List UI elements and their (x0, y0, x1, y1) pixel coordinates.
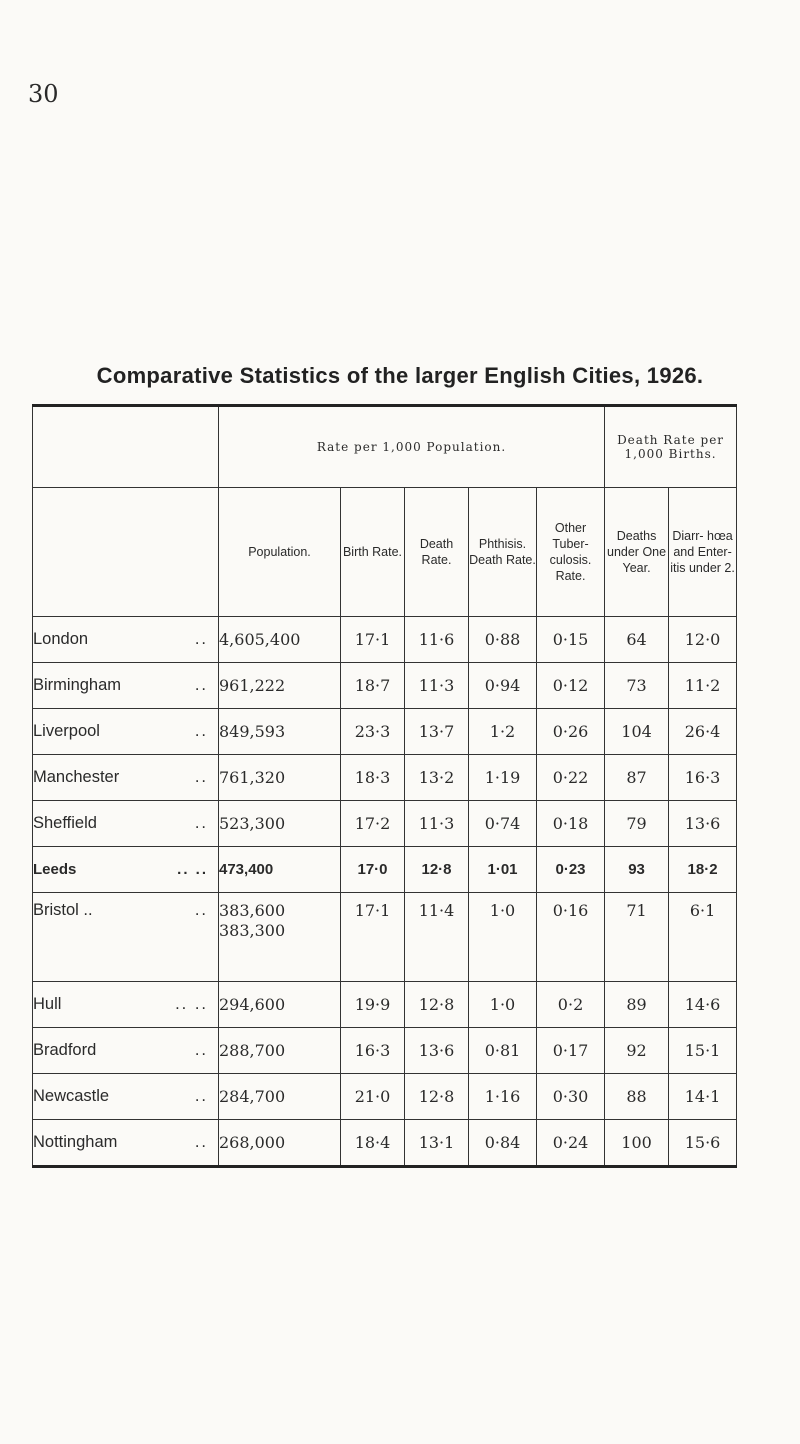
table-row (33, 617, 737, 663)
cell-deaths-under-one: 92 (605, 1028, 669, 1074)
cell-population (219, 663, 341, 709)
population-value: 961,222 (219, 676, 286, 695)
cell-deaths-under-one: 100 (605, 1120, 669, 1167)
cell-city (33, 893, 219, 982)
page-title: Comparative Statistics of the larger English Cities, 1926. (96, 363, 704, 388)
cell-death-rate: 13·7 (405, 709, 469, 755)
leader-dots: .. (194, 901, 208, 919)
city-name: Hull (33, 995, 62, 1013)
table-row (33, 982, 737, 1028)
column-header-death-rate: Death Rate. (405, 488, 469, 617)
cell-diarrhoea: 14·6 (669, 982, 737, 1028)
cell-population (219, 1074, 341, 1120)
column-header-population: Population. (219, 488, 341, 617)
cell-population (219, 1120, 341, 1167)
table-row (33, 1074, 737, 1120)
city-name: Manchester (33, 768, 120, 786)
statistics-table (32, 404, 737, 1168)
cell-phthisis: 0·81 (469, 1028, 537, 1074)
leader-dots: .. (194, 814, 208, 832)
cell-death-rate: 13·6 (405, 1028, 469, 1074)
cell-deaths-under-one: 71 (605, 893, 669, 982)
city-name: Sheffield (33, 814, 97, 832)
cell-diarrhoea: 6·1 (669, 893, 737, 982)
cell-birth-rate: 18·3 (341, 755, 405, 801)
cell-deaths-under-one: 64 (605, 617, 669, 663)
cell-birth-rate: 17·0 (341, 847, 405, 893)
cell-death-rate: 12·8 (405, 1074, 469, 1120)
cell-population (219, 893, 341, 982)
table-body (33, 617, 737, 1167)
cell-phthisis: 1·0 (469, 982, 537, 1028)
cell-population (219, 755, 341, 801)
cell-deaths-under-one: 89 (605, 982, 669, 1028)
cell-phthisis: 1·16 (469, 1074, 537, 1120)
leader-dots: .. (194, 722, 208, 740)
cell-deaths-under-one: 73 (605, 663, 669, 709)
cell-population (219, 709, 341, 755)
group-header-births: Death Rate per 1,000 Births. (605, 406, 737, 488)
cell-other-tuberculosis: 0·18 (537, 801, 605, 847)
cell-birth-rate: 18·7 (341, 663, 405, 709)
cell-population (219, 617, 341, 663)
cell-death-rate: 11·3 (405, 663, 469, 709)
leader-dots: .. (194, 1087, 208, 1105)
city-name: London (33, 630, 89, 648)
cell-birth-rate: 17·1 (341, 617, 405, 663)
leader-dots: .. (194, 768, 208, 786)
city-name: Bristol .. (33, 901, 93, 919)
leader-dots: .. .. (177, 861, 208, 878)
corner-cell (33, 406, 219, 488)
cell-birth-rate: 18·4 (341, 1120, 405, 1167)
column-header-birth-rate: Birth Rate. (341, 488, 405, 617)
cell-deaths-under-one: 93 (605, 847, 669, 893)
cell-death-rate: 12·8 (405, 847, 469, 893)
cell-other-tuberculosis: 0·24 (537, 1120, 605, 1167)
cell-diarrhoea: 12·0 (669, 617, 737, 663)
cell-deaths-under-one: 87 (605, 755, 669, 801)
population-value: 4,605,400 (219, 630, 301, 649)
cell-birth-rate: 17·2 (341, 801, 405, 847)
cell-phthisis: 1·0 (469, 893, 537, 982)
cell-city (33, 755, 219, 801)
cell-population (219, 1028, 341, 1074)
cell-other-tuberculosis: 0·12 (537, 663, 605, 709)
cell-death-rate: 11·4 (405, 893, 469, 982)
cell-birth-rate: 16·3 (341, 1028, 405, 1074)
population-value: 383,600 (219, 901, 286, 920)
cell-other-tuberculosis: 0·23 (537, 847, 605, 893)
table-row (33, 755, 737, 801)
city-name: Leeds (33, 861, 77, 878)
cell-other-tuberculosis: 0·17 (537, 1028, 605, 1074)
column-header-row (33, 488, 737, 617)
cell-death-rate: 11·3 (405, 801, 469, 847)
population-value: 849,593 (219, 722, 286, 741)
page-number: 30 (28, 80, 59, 108)
cell-phthisis: 0·74 (469, 801, 537, 847)
cell-phthisis: 0·94 (469, 663, 537, 709)
cell-other-tuberculosis: 0·26 (537, 709, 605, 755)
cell-city (33, 1074, 219, 1120)
cell-other-tuberculosis: 0·22 (537, 755, 605, 801)
column-header-blank (33, 488, 219, 617)
population-alt-value: 383,300 (219, 921, 286, 940)
cell-phthisis: 1·01 (469, 847, 537, 893)
cell-birth-rate: 17·1 (341, 893, 405, 982)
column-header-deaths-under-one: Deaths under One Year. (605, 488, 669, 617)
cell-other-tuberculosis: 0·16 (537, 893, 605, 982)
population-value: 523,300 (219, 814, 286, 833)
cell-deaths-under-one: 79 (605, 801, 669, 847)
city-name: Nottingham (33, 1133, 118, 1151)
column-header-phthisis: Phthisis. Death Rate. (469, 488, 537, 617)
leader-dots: .. (194, 676, 208, 694)
cell-city (33, 847, 219, 893)
city-name: Newcastle (33, 1087, 110, 1105)
table-row (33, 709, 737, 755)
cell-death-rate: 12·8 (405, 982, 469, 1028)
cell-population (219, 982, 341, 1028)
leader-dots: .. (194, 1133, 208, 1151)
cell-death-rate: 13·1 (405, 1120, 469, 1167)
table-row (33, 847, 737, 893)
city-name: Birmingham (33, 676, 122, 694)
cell-other-tuberculosis: 0·30 (537, 1074, 605, 1120)
table-row (33, 663, 737, 709)
table-row (33, 893, 737, 982)
leader-dots: .. (194, 630, 208, 648)
cell-city (33, 1120, 219, 1167)
city-name: Bradford (33, 1041, 97, 1059)
cell-other-tuberculosis: 0·2 (537, 982, 605, 1028)
cell-birth-rate: 23·3 (341, 709, 405, 755)
cell-birth-rate: 21·0 (341, 1074, 405, 1120)
cell-phthisis: 1·19 (469, 755, 537, 801)
cell-birth-rate: 19·9 (341, 982, 405, 1028)
population-value: 294,600 (219, 995, 286, 1014)
column-header-other-tuberculosis: Other Tuber- culosis. Rate. (537, 488, 605, 617)
cell-deaths-under-one: 104 (605, 709, 669, 755)
population-value: 473,400 (219, 861, 274, 878)
leader-dots: .. .. (175, 995, 208, 1013)
leader-dots: .. (194, 1041, 208, 1059)
population-value: 268,000 (219, 1133, 286, 1152)
cell-city (33, 982, 219, 1028)
group-header-population: Rate per 1,000 Population. (219, 406, 605, 488)
cell-population (219, 801, 341, 847)
cell-phthisis: 0·84 (469, 1120, 537, 1167)
population-value: 761,320 (219, 768, 286, 787)
cell-diarrhoea: 16·3 (669, 755, 737, 801)
cell-population (219, 847, 341, 893)
cell-city (33, 801, 219, 847)
cell-death-rate: 11·6 (405, 617, 469, 663)
cell-diarrhoea: 18·2 (669, 847, 737, 893)
cell-phthisis: 0·88 (469, 617, 537, 663)
cell-phthisis: 1·2 (469, 709, 537, 755)
column-header-diarrhoea: Diarr- hœa and Enter- itis under 2. (669, 488, 737, 617)
cell-city (33, 1028, 219, 1074)
cell-diarrhoea: 26·4 (669, 709, 737, 755)
cell-diarrhoea: 11·2 (669, 663, 737, 709)
cell-diarrhoea: 13·6 (669, 801, 737, 847)
cell-city (33, 663, 219, 709)
table-row (33, 1120, 737, 1167)
cell-diarrhoea: 14·1 (669, 1074, 737, 1120)
city-name: Liverpool (33, 722, 100, 740)
cell-diarrhoea: 15·6 (669, 1120, 737, 1167)
cell-deaths-under-one: 88 (605, 1074, 669, 1120)
cell-other-tuberculosis: 0·15 (537, 617, 605, 663)
cell-diarrhoea: 15·1 (669, 1028, 737, 1074)
cell-city (33, 709, 219, 755)
population-value: 284,700 (219, 1087, 286, 1106)
population-value: 288,700 (219, 1041, 286, 1060)
cell-city (33, 617, 219, 663)
group-header-row (33, 406, 737, 488)
table-row (33, 1028, 737, 1074)
table-row (33, 801, 737, 847)
cell-death-rate: 13·2 (405, 755, 469, 801)
